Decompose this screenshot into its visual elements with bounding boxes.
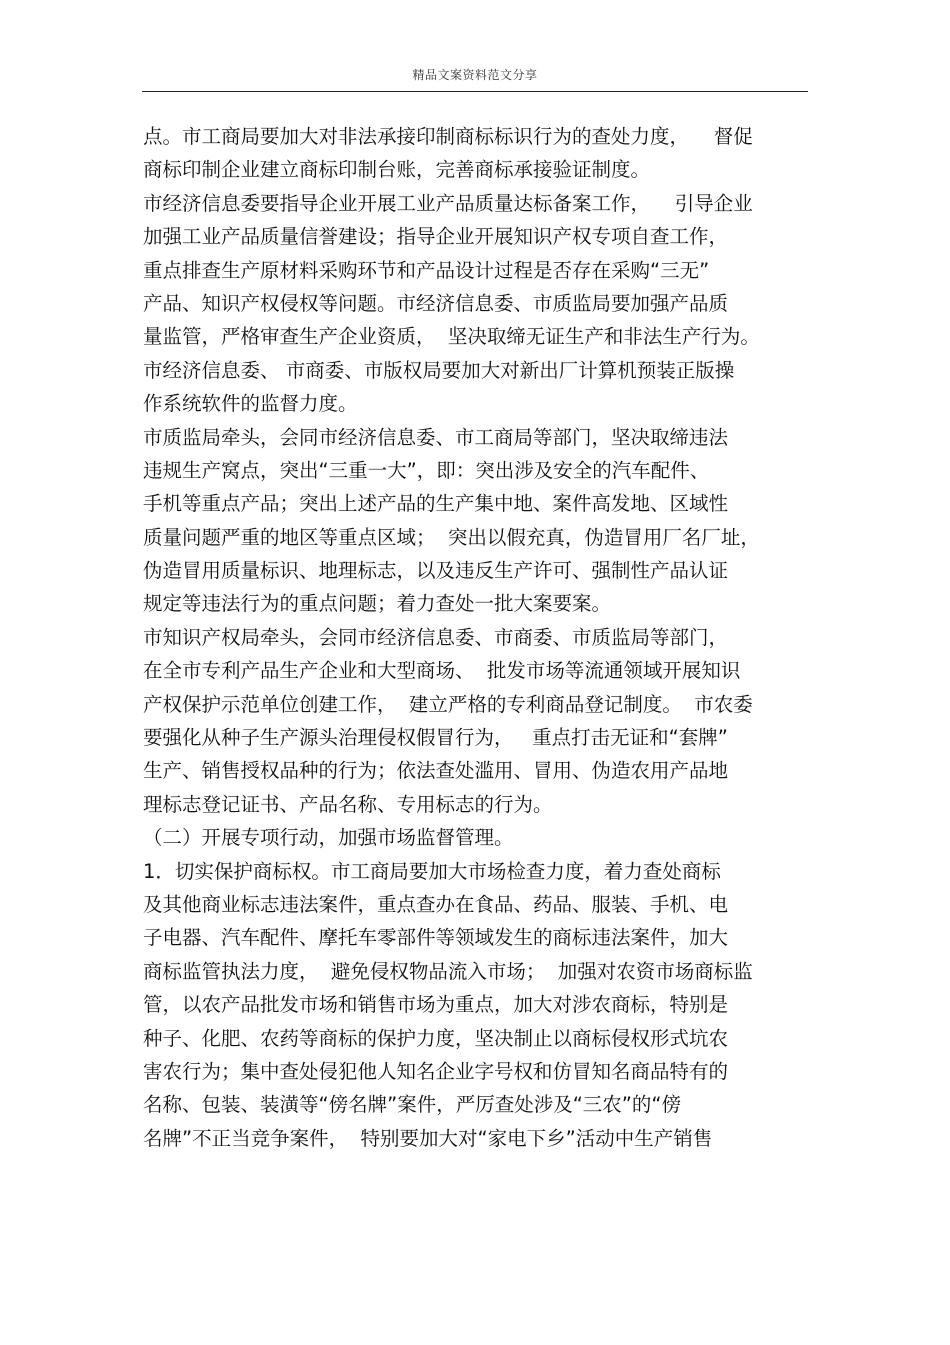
- text-line: 市知识产权局牵头，会同市经济信息委、市商委、市质监局等部门，: [143, 625, 729, 649]
- text-line: 及其他商业标志违法案件，重点查办在食品、药品、服装、手机、电: [143, 892, 729, 916]
- document-body: [143, 120, 813, 1155]
- text-line: 商标印制企业建立商标印制台账，完善商标承接验证制度。: [143, 158, 651, 182]
- text-line: 质量问题严重的地区等重点区域； 突出以假充真，伪造冒用厂名厂址，: [143, 525, 760, 549]
- text-line: 理标志登记证书、产品名称、专用标志的行为。: [143, 792, 553, 816]
- text-line: 名牌”不正当竞争案件， 特别要加大对“家电下乡”活动中生产销售: [143, 1126, 713, 1150]
- text-line: 商标监管执法力度， 避免侵权物品流入市场； 加强对农资市场商标监: [143, 959, 753, 983]
- text-line: 市质监局牵头，会同市经济信息委、市工商局等部门，坚决取缔违法: [143, 425, 729, 449]
- text-line: 伪造冒用质量标识、地理标志，以及违反生产许可、强制性产品认证: [143, 559, 729, 583]
- text-line: 管，以农产品批发市场和销售市场为重点，加大对涉农商标，特别是: [143, 993, 729, 1017]
- text-line: 产权保护示范单位创建工作， 建立严格的专利商品登记制度。 市农委: [143, 692, 753, 716]
- text-line: 作系统软件的监督力度。: [143, 392, 358, 416]
- text-line: 量监管，严格审查生产企业资质， 坚决取缔无证生产和非法生产行为。: [143, 325, 760, 349]
- text-line: 要强化从种子生产源头治理侵权假冒行为， 重点打击无证和“套牌”: [143, 726, 728, 750]
- text-line: （二）开展专项行动，加强市场监督管理。: [143, 826, 514, 850]
- text-line: 加强工业产品质量信誉建设；指导企业开展知识产权专项自查工作，: [143, 225, 729, 249]
- text-line: 在全市专利产品生产企业和大型商场、 批发市场等流通领域开展知识: [143, 659, 741, 683]
- text-line: 点。市工商局要加大对非法承接印制商标标识行为的查处力度， 督促: [143, 125, 753, 148]
- text-line: 违规生产窝点，突出“三重一大”，即：突出涉及安全的汽车配件、: [143, 458, 710, 482]
- text-line: 市经济信息委、 市商委、市版权局要加大对新出厂计算机预装正版操: [143, 358, 735, 382]
- page-header: 精品文案资料范文分享: [412, 68, 538, 82]
- text-line: 1．切实保护商标权。市工商局要加大市场检查力度，着力查处商标: [143, 859, 721, 883]
- text-line: 规定等违法行为的重点问题；着力查处一批大案要案。: [143, 592, 612, 616]
- text-line: 害农行为；集中查处侵犯他人知名企业字号权和仿冒知名商品特有的: [143, 1059, 729, 1083]
- text-line: 名称、包装、装潢等“傍名牌”案件，严厉查处涉及“三农”的“傍: [143, 1093, 682, 1117]
- text-line: 生产、销售授权品种的行为；依法查处滥用、冒用、伪造农用产品地: [143, 759, 729, 783]
- text-line: 种子、化肥、农药等商标的保护力度，坚决制止以商标侵权形式坑农: [143, 1026, 729, 1050]
- text-line: 手机等重点产品；突出上述产品的生产集中地、案件高发地、区域性: [143, 492, 729, 516]
- text-line: 子电器、汽车配件、摩托车零部件等领域发生的商标违法案件，加大: [143, 926, 729, 950]
- text-line: 产品、知识产权侵权等问题。市经济信息委、市质监局要加强产品质: [143, 291, 729, 315]
- text-line: 市经济信息委要指导企业开展工业产品质量达标备案工作， 引导企业: [143, 191, 753, 215]
- header-divider: [142, 91, 808, 92]
- text-line: 重点排查生产原材料采购环节和产品设计过程是否存在采购“三无”: [143, 258, 710, 282]
